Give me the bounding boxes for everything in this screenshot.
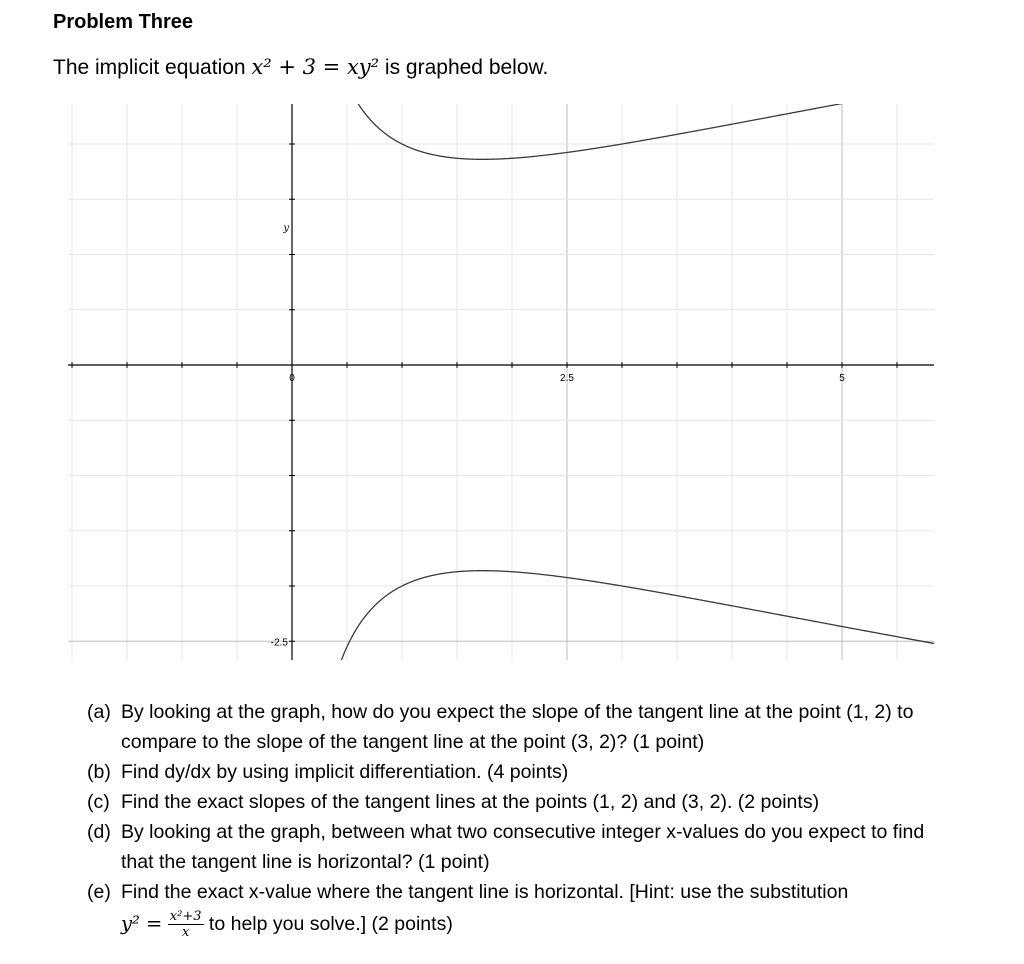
intro-prefix: The implicit equation: [53, 56, 252, 79]
question-list: [87, 697, 957, 940]
curve: [341, 104, 934, 660]
hint-suffix: to help you solve.] (2 points): [203, 913, 453, 935]
upper-branch-curve: [357, 104, 848, 159]
question-text: By looking at the graph, between what two consecutive integer x-values do you expect to find that the tangent line is horizontal? (1 point): [121, 821, 925, 873]
hint-numerator: x²+3: [169, 909, 202, 925]
equation: x² + 3 = xy²: [251, 55, 380, 79]
hint-equation: [87, 909, 957, 940]
implicit-curve-graph: [68, 104, 934, 660]
question-d: [87, 817, 957, 877]
question-b: [87, 757, 957, 787]
y-axis-label: y: [283, 222, 289, 234]
lower-branch-curve: [341, 571, 934, 660]
x-tick-label: 2.5: [560, 373, 574, 384]
problem-title: Problem Three: [53, 11, 194, 33]
hint-denominator: x: [181, 925, 190, 941]
question-text: Find the exact x-value where the tangent line is horizontal. [Hint: use the substitution: [121, 881, 849, 903]
hint-fraction: [168, 909, 204, 940]
question-label: (d): [87, 821, 111, 843]
question-label: (c): [87, 791, 110, 813]
x-tick-label: 0: [289, 373, 295, 384]
hint-lhs: y² =: [121, 912, 163, 935]
question-a: [87, 697, 957, 757]
question-text: Find dy/dx by using implicit differentiation. (4 points): [121, 761, 569, 783]
question-text: Find the exact slopes of the tangent lines at the points (1, 2) and (3, 2). (2 points): [121, 791, 820, 813]
x-tick-label: 5: [839, 373, 845, 384]
y-tick-label: -2.5: [270, 637, 288, 649]
grid: [68, 104, 934, 660]
question-label: (b): [87, 761, 111, 783]
question-c: [87, 787, 957, 817]
question-text: By looking at the graph, how do you expect the slope of the tangent line at the point (1, 2) to compare to the slope of the tangent line at the point (3, 2)? (1 point): [121, 701, 914, 753]
question-label: (e): [87, 881, 111, 903]
intro-text: [53, 55, 548, 80]
axis-labels: [68, 104, 934, 660]
question-label: (a): [87, 701, 111, 723]
question-e: [87, 877, 957, 907]
intro-suffix: is graphed below.: [379, 56, 549, 79]
axes: [68, 104, 934, 660]
